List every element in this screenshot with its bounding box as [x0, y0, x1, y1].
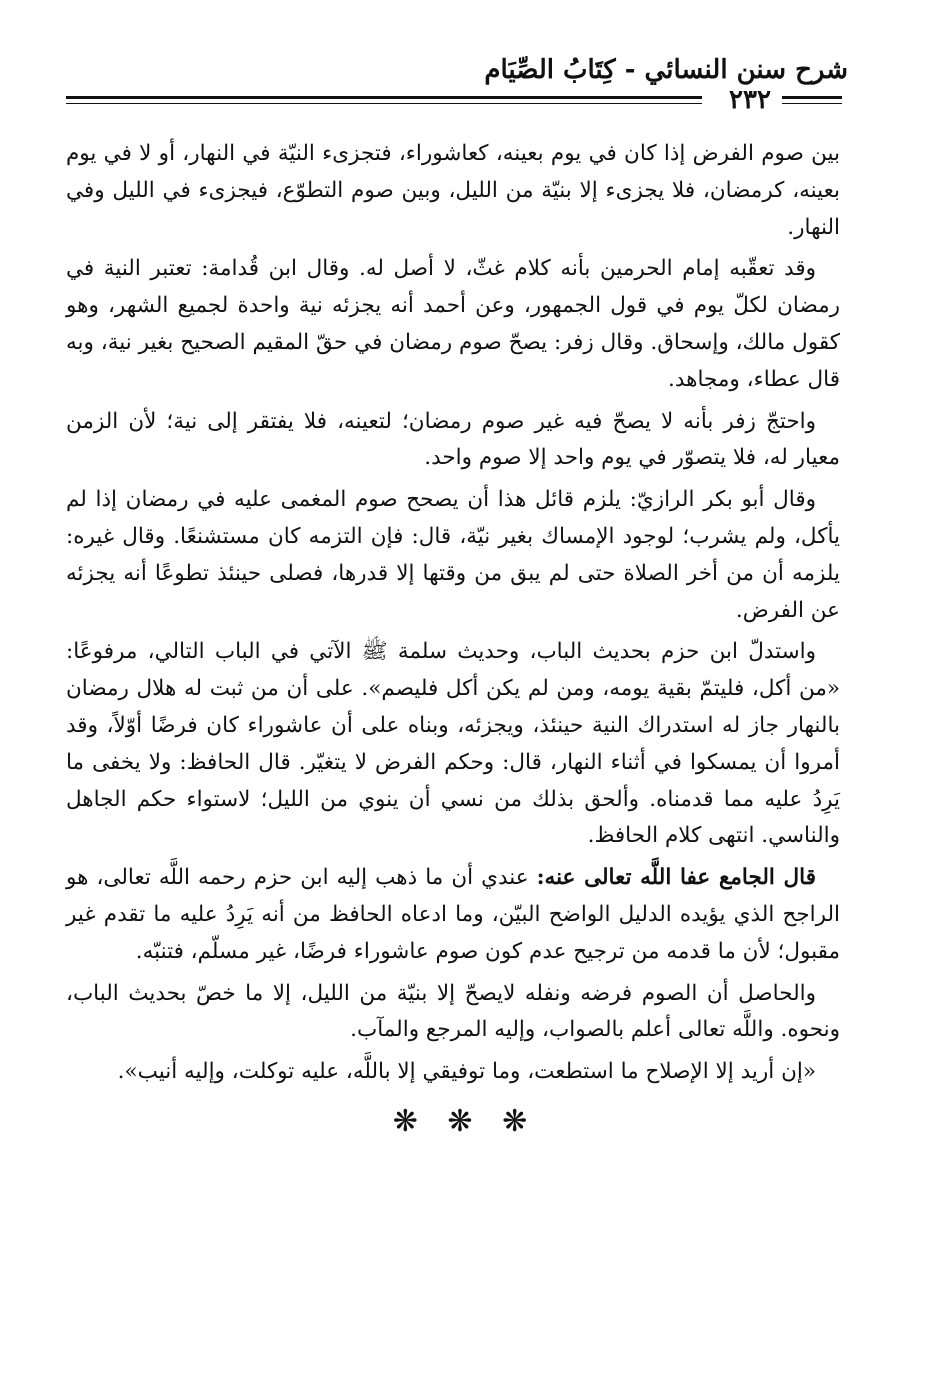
- body-text: [66, 136, 840, 1096]
- paragraph-3-text: واحتجّ زفر بأنه لا يصحّ فيه غير صوم رمضان؛ لتعينه، فلا يفتقر إلى نية؛ لأن الزمن معيار له، فلا يتصوّر في يوم واحد إلا صوم واحد.: [66, 408, 840, 471]
- paragraph-8-text: «إن أريد إلا الإصلاح ما استطعت، وما توفيقي إلا باللَّه، عليه توكلت، وإليه أنيب».: [117, 1059, 816, 1085]
- paragraph-6-text: عندي أن ما ذهب إليه ابن حزم رحمه اللَّه تعالى، هو الراجح الذي يؤيده الدليل الواضح البيّن، وما ادعاه الحافظ من أنه يَرِدُ عليه ما تقدم غير مقبول؛ لأن ما قدمه من ترجيح عدم كون صوم عاشوراء فرضًا، غير مسلّم، فتنبّه.: [66, 865, 840, 964]
- paragraph-3: [66, 404, 840, 478]
- header-rule-left-thin: [66, 103, 702, 104]
- paragraph-5-text: واستدلّ ابن حزم بحديث الباب، وحديث سلمة ﷺ الآتي في الباب التالي، مرفوعًا: «من أكل، فليتمّ بقية يومه، ومن لم يكن أكل فليصم». على أن من ثبت له هلال رمضان بالنهار جاز له استدراك النية حينئذ، ويجزئه، وبناه على أن عاشوراء كان فرضًا أوّلاً، وقد أمروا أن يمسكوا في أثناء النهار، قال: وحكم الفرض لا يتغيّر. قال الحافظ: ولا يخفى ما يَرِدُ عليه مما قدمناه. وألحق بذلك من نسي أن ينوي من الليل؛ لاستواء حكم الجاهل والناسي. انتهى كلام الحافظ.: [66, 639, 840, 849]
- paragraph-2-text: وقد تعقّبه إمام الحرمين بأنه كلام غثّ، لا أصل له. وقال ابن قُدامة: تعتبر النية في رمضان لكلّ يوم في قول الجمهور، وعن أحمد أنه يجزئه نية واحدة لجميع الشهر، وهو كقول مالك، وإسحاق. وقال زفر: يصحّ صوم رمضان في حقّ المقيم الصحيح بغير نية، وبه قال عطاء، ومجاهد.: [66, 256, 840, 392]
- paragraph-5: [66, 634, 840, 855]
- paragraph-4: [66, 482, 840, 629]
- paragraph-6: [66, 860, 840, 970]
- running-title: شرح سنن النسائي - كِتَابُ الصِّيَام: [484, 55, 848, 85]
- paragraph-7: [66, 976, 840, 1050]
- paragraph-1-text: بين صوم الفرض إذا كان في يوم بعينه، كعاشوراء، فتجزىء النيّة في النهار، أو لا في يوم بعينه، كرمضان، فلا يجزىء إلا بنيّة من الليل، وبين صوم التطوّع، فيجزىء في الليل وفي النهار.: [66, 141, 840, 240]
- paragraph-6-lead: قال الجامع عفا اللَّه تعالى عنه:: [536, 865, 816, 891]
- section-end-stars: ❋ ❋ ❋: [392, 1104, 538, 1139]
- paragraph-2: [66, 251, 840, 398]
- header-rule-right: [782, 96, 842, 99]
- header-rule-left: [66, 96, 702, 99]
- header-rule-right-thin: [782, 103, 842, 104]
- paragraph-1: [66, 136, 840, 246]
- paragraph-7-text: والحاصل أن الصوم فرضه ونفله لايصحّ إلا بنيّة من الليل، إلا ما خصّ بحديث الباب، ونحوه. واللَّه تعالى أعلم بالصواب، وإليه المرجع والمآب.: [66, 980, 840, 1043]
- paragraph-8: [66, 1054, 840, 1091]
- page-number: ٢٣٢: [729, 85, 771, 115]
- paragraph-4-text: وقال أبو بكر الرازيّ: يلزم قائل هذا أن يصحح صوم المغمى عليه في رمضان إذا لم يأكل، ولم يشرب؛ لوجود الإمساك بغير نيّة، قال: فإن التزمه كان مستشنعًا. وقال غيره: يلزمه أن من أخر الصلاة حتى لم يبق من وقتها إلا قدرها، فصلى حينئذ تطوعًا أنه يجزئه عن الفرض.: [66, 487, 840, 623]
